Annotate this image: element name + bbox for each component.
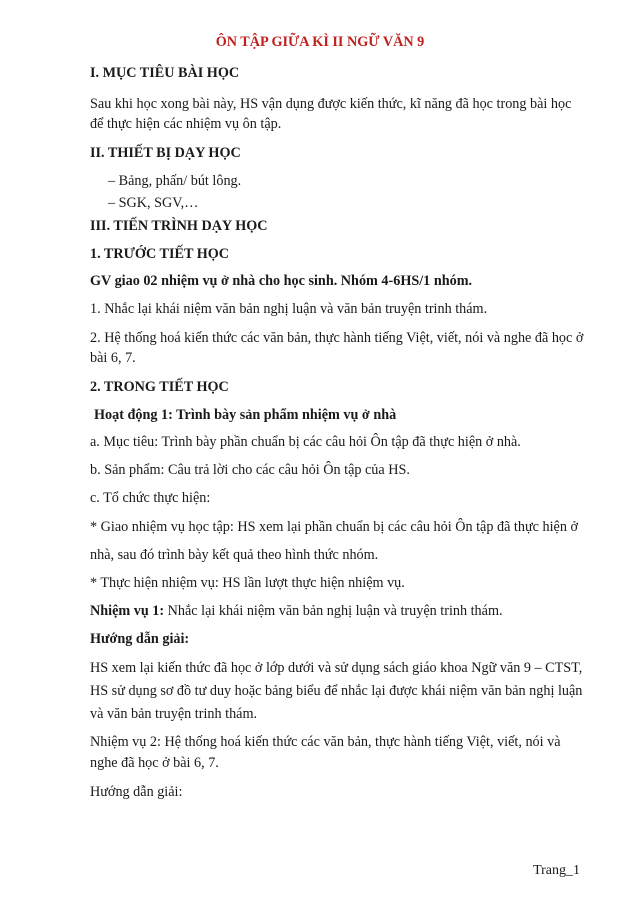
task-1-text: Nhắc lại khái niệm văn bản nghị luận và truyện trinh thám. [164, 603, 503, 619]
paragraph-line: HS sử dụng sơ đồ tư duy hoặc bảng biểu để nhắc lại được khái niệm văn bản nghị luận [90, 683, 583, 699]
paragraph-line: và văn bản truyện trinh thám. [90, 706, 258, 722]
paragraph-line: HS xem lại kiến thức đã học ở lớp dưới và sử dụng sách giáo khoa Ngữ văn 9 – CTST, [90, 660, 583, 676]
paragraph-line: 2. Hệ thống hoá kiến thức các văn bản, thực hành tiếng Việt, viết, nói và nghe đã học ở [90, 330, 584, 346]
paragraph-line: c. Tổ chức thực hiện: [90, 490, 211, 506]
paragraph-line: nghe đã học ở bài 6, 7. [90, 755, 219, 771]
list-item: – SGK, SGV,… [108, 195, 199, 211]
paragraph-line: để thực hiện các nhiệm vụ ôn tập. [90, 116, 282, 132]
paragraph-line: b. Sản phẩm: Câu trả lời cho các câu hỏi Ôn tập của HS. [90, 462, 410, 478]
assignment-note: GV giao 02 nhiệm vụ ở nhà cho học sinh. Nhóm 4-6HS/1 nhóm. [90, 273, 473, 289]
heading-process: III. TIẾN TRÌNH DẠY HỌC [90, 218, 268, 234]
list-item: – Bảng, phấn/ bút lông. [108, 173, 242, 189]
heading-before-class: 1. TRƯỚC TIẾT HỌC [90, 246, 230, 262]
page-number: Trang_1 [533, 863, 580, 878]
heading-during-class: 2. TRONG TIẾT HỌC [90, 379, 229, 395]
paragraph-line: bài 6, 7. [90, 350, 136, 366]
paragraph-line: Nhiệm vụ 2: Hệ thống hoá kiến thức các văn bản, thực hành tiếng Việt, viết, nói và [90, 734, 561, 750]
heading-objectives: I. MỤC TIÊU BÀI HỌC [90, 65, 240, 81]
paragraph-line: nhà, sau đó trình bày kết quả theo hình thức nhóm. [90, 547, 379, 563]
document-title: ÔN TẬP GIỮA KÌ II NGỮ VĂN 9 [215, 34, 425, 50]
paragraph-line: a. Mục tiêu: Trình bày phần chuẩn bị các câu hỏi Ôn tập đã thực hiện ở nhà. [90, 434, 521, 450]
paragraph-line: * Thực hiện nhiệm vụ: HS lần lượt thực hiện nhiệm vụ. [90, 575, 405, 591]
solution-heading: Hướng dẫn giải: [90, 784, 183, 800]
paragraph-line: Sau khi học xong bài này, HS vận dụng được kiến thức, kĩ năng đã học trong bài học [90, 96, 572, 112]
solution-heading: Hướng dẫn giải: [90, 631, 190, 647]
heading-equipment: II. THIẾT BỊ DẠY HỌC [90, 145, 241, 161]
task-1-line [90, 603, 586, 620]
task-1-label: Nhiệm vụ 1: [90, 603, 165, 619]
paragraph-line: 1. Nhắc lại khái niệm văn bản nghị luận và văn bản truyện trinh thám. [90, 301, 488, 317]
activity-heading: Hoạt động 1: Trình bày sản phẩm nhiệm vụ ở nhà [94, 407, 397, 423]
paragraph-line: * Giao nhiệm vụ học tập: HS xem lại phần chuẩn bị các câu hỏi Ôn tập đã thực hiện ở [90, 519, 578, 535]
